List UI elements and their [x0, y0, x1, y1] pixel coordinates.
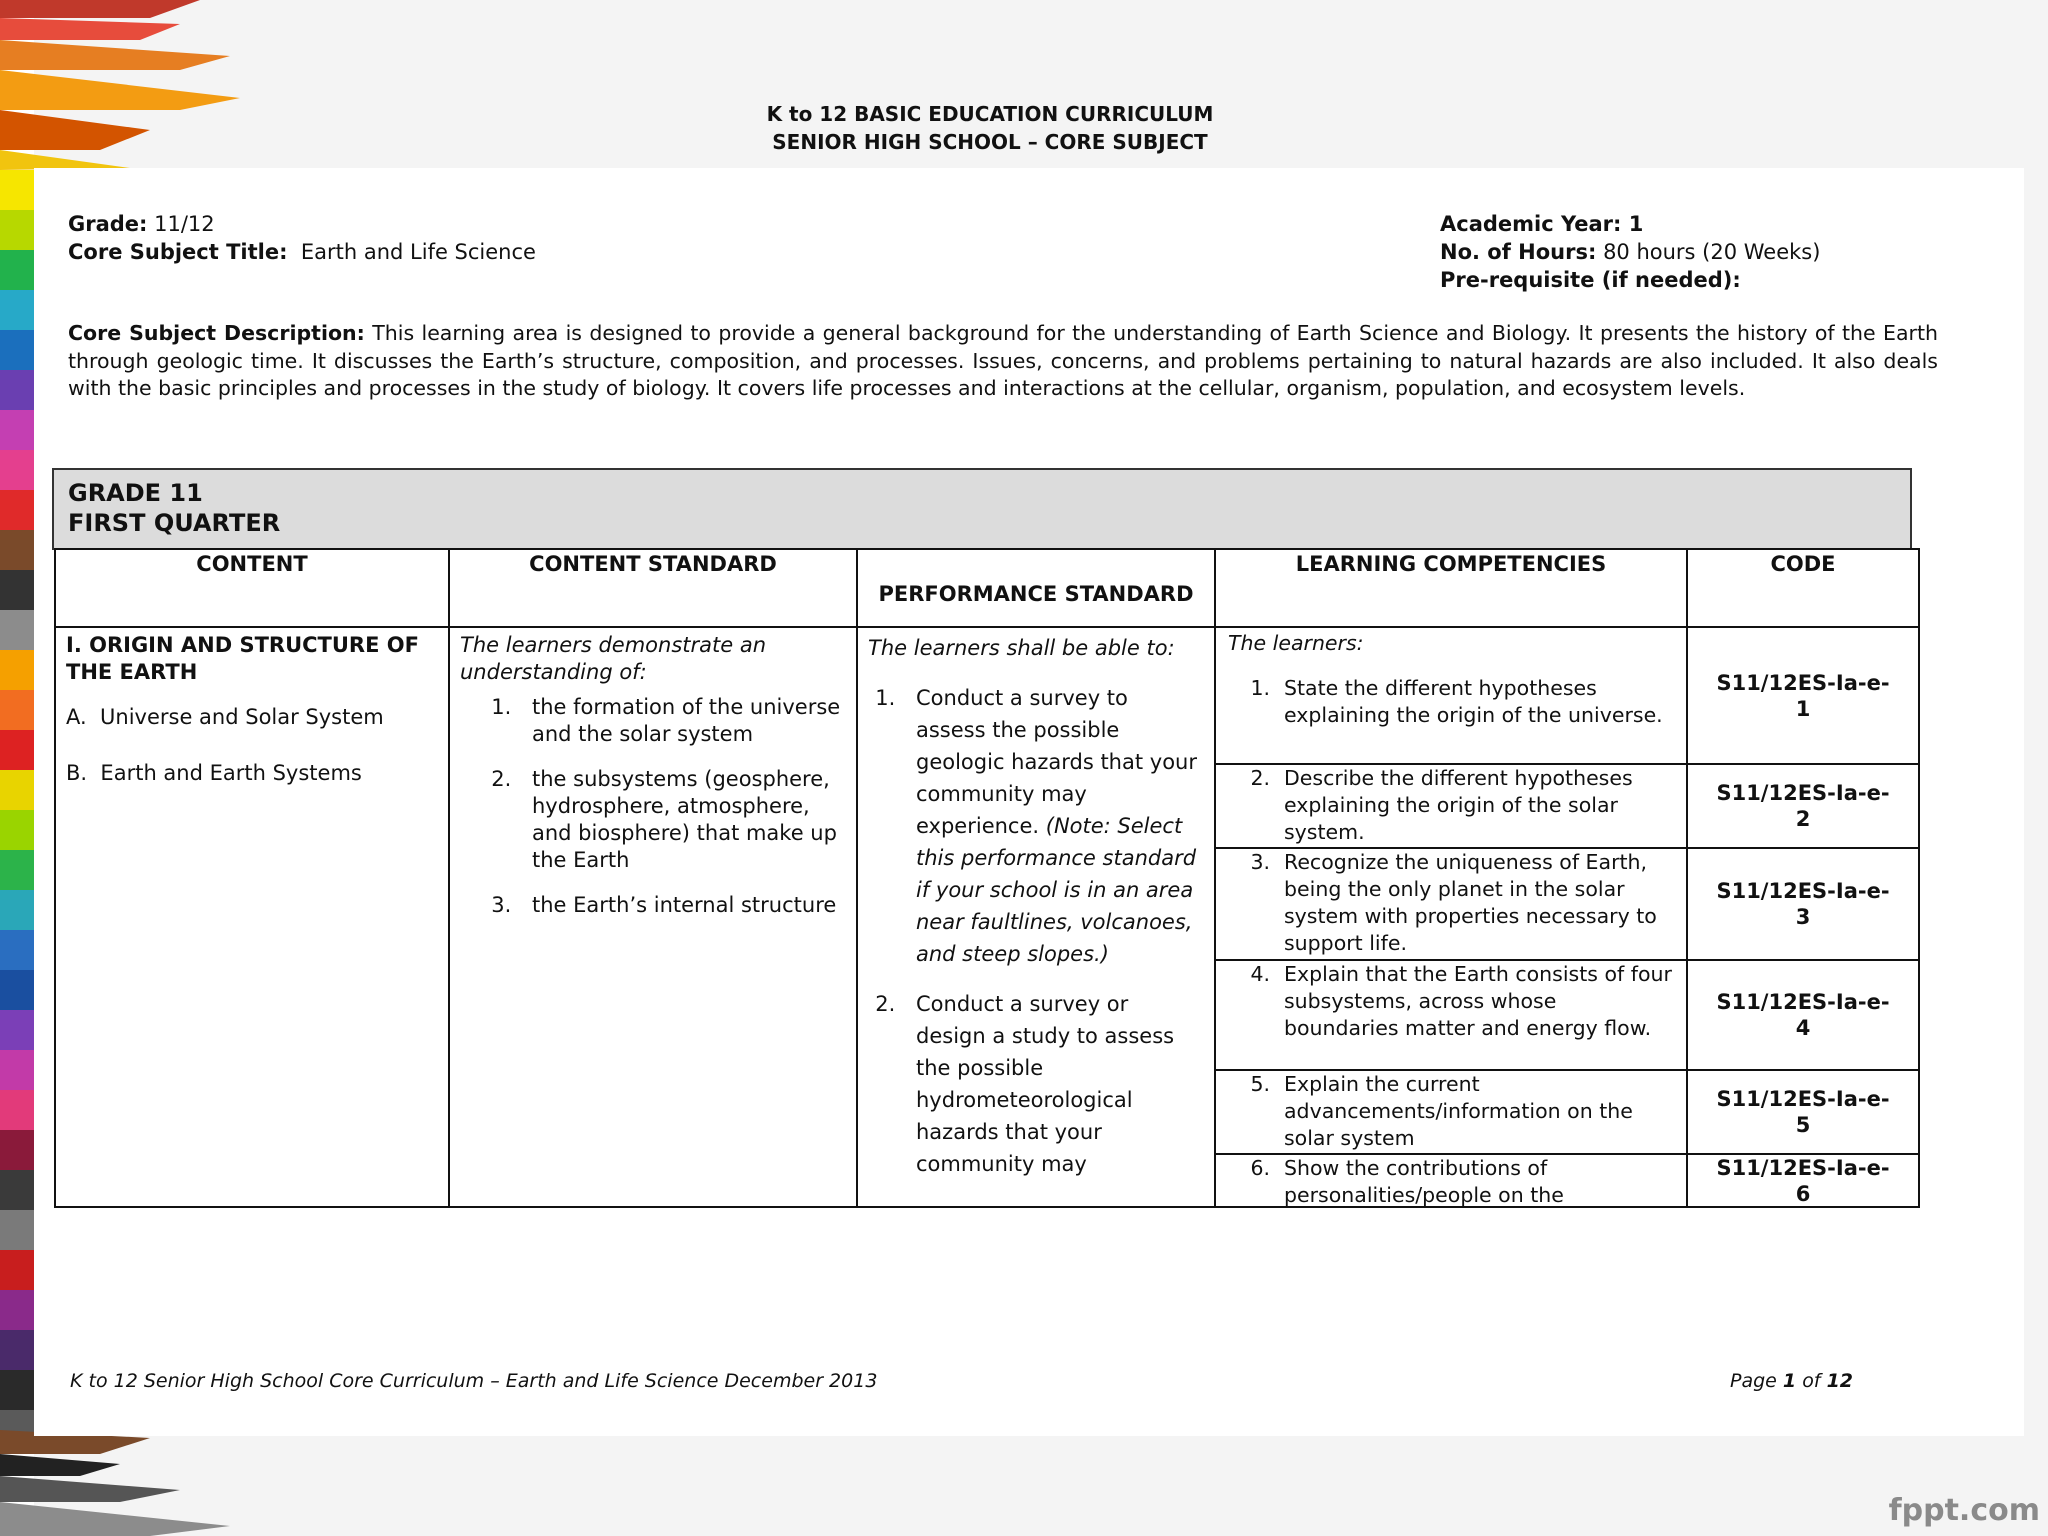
hours-label: No. of Hours: [1440, 240, 1597, 264]
subject-title-label: Core Subject Title: [68, 240, 288, 264]
code-line: S11/12ES-Ia-e- [1716, 670, 1890, 695]
content-item-a: A. Universe and Solar System [66, 705, 384, 729]
competency-text: Describe the different hypotheses explaining the origin of the solar system. [1284, 766, 1633, 844]
brand-watermark: fppt.com [1888, 1493, 2040, 1528]
header-learning-competencies: LEARNING COMPETENCIES [1215, 549, 1687, 627]
table-row [55, 627, 1919, 1207]
code-line: S11/12ES-Ia-e- [1716, 781, 1890, 805]
header-content: CONTENT [55, 549, 449, 627]
code-line: S11/12ES-Ia-e- [1716, 1087, 1890, 1111]
quarter-title: FIRST QUARTER [68, 509, 281, 537]
code-number: 1 [1795, 696, 1811, 721]
code-1 [1688, 628, 1918, 765]
curriculum-table [54, 548, 1920, 1208]
subject-title-value: Earth and Life Science [300, 240, 536, 264]
meta-left [68, 210, 536, 266]
description-text: This learning area is designed to provide a general background for the understanding of Earth Science and Biology. It presents the history of the Earth through geologic time. It discusses the Earth’s structure, composition, and processes. Issues, concerns, and problems pertaining to natural hazards are also included. It also deals with the basic principles and processes in the study of biology. It covers life processes and interactions at the cellular, organism, population, and ecosystem levels. [68, 321, 1938, 400]
competency-text: Explain that the Earth consists of four subsystems, across whose boundaries matter and energy flow. [1284, 962, 1672, 1040]
performance-item-1: Conduct a survey to assess the possible geologic hazards that your community may experience. [916, 686, 1197, 838]
page-of: of [1802, 1370, 1821, 1392]
header-performance-standard: PERFORMANCE STANDARD [857, 549, 1215, 627]
code-number: 2 [1795, 807, 1811, 831]
code-number: 6 [1795, 1181, 1811, 1206]
performance-item-1-note: (Note: Select this performance standard if your school is in an area near faultlines, volcanoes, and steep slopes.) [916, 814, 1197, 966]
header-code: CODE [1687, 549, 1919, 627]
performance-standard-intro: The learners shall be able to: [868, 636, 1175, 660]
code-3 [1688, 849, 1918, 961]
code-line: S11/12ES-Ia-e- [1716, 1155, 1890, 1180]
competency-6 [1216, 1155, 1686, 1206]
performance-standard-list [868, 682, 1204, 1180]
header-line-1: K to 12 BASIC EDUCATION CURRICULUM [766, 102, 1214, 126]
code-cell [1687, 627, 1919, 1207]
content-standard-cell [449, 627, 857, 1207]
competency-number: 6. [1250, 1156, 1270, 1180]
code-number: 3 [1795, 905, 1811, 929]
competency-number: 1. [1250, 676, 1270, 700]
code-5 [1688, 1071, 1918, 1155]
code-4 [1688, 961, 1918, 1071]
header-line-2: SENIOR HIGH SCHOOL – CORE SUBJECT [772, 130, 1208, 154]
content-heading: I. ORIGIN AND STRUCTURE OF THE EARTH [66, 633, 419, 684]
competency-text: Show the contributions of personalities/people on the [1284, 1156, 1564, 1206]
competency-3 [1216, 849, 1686, 961]
page-prefix: Page [1730, 1370, 1777, 1392]
list-item: 2. Conduct a survey or design a study to assess the possible hydrometeorological hazards that your community may [902, 988, 1204, 1180]
grade-value: 11/12 [154, 212, 215, 236]
competency-row [1224, 675, 1676, 729]
grade-title: GRADE 11 [68, 479, 203, 507]
pencil-border-decoration [0, 0, 34, 1536]
code-number: 4 [1795, 1016, 1811, 1040]
table-header-row [55, 549, 1919, 627]
academic-year: Academic Year: 1 [1440, 212, 1644, 236]
list-item: 1. the formation of the universe and the solar system [518, 694, 846, 748]
content-standard-intro: The learners demonstrate an understanding of: [460, 633, 767, 684]
competency-2 [1216, 765, 1686, 849]
meta-right [1440, 210, 1820, 294]
pencil-tips-bottom-icon [0, 1430, 260, 1536]
page-total: 12 [1826, 1370, 1854, 1392]
list-item: 3. the Earth’s internal structure [518, 892, 846, 919]
grade-quarter-banner [52, 468, 1912, 550]
performance-standard-cell [857, 627, 1215, 1207]
competency-number: 2. [1250, 766, 1270, 790]
content-item-b: B. Earth and Earth Systems [66, 761, 362, 785]
colored-pencils-icon [0, 0, 34, 1536]
page-indicator [1730, 1370, 1853, 1392]
content-cell [55, 627, 449, 1207]
subject-description [68, 320, 1938, 403]
header-content-standard: CONTENT STANDARD [449, 549, 857, 627]
competency-text: Recognize the uniqueness of Earth, being the only planet in the solar system with properties necessary to support life. [1284, 850, 1657, 955]
competency-number: 4. [1250, 962, 1270, 986]
footer-citation: K to 12 Senior High School Core Curriculum – Earth and Life Science December 2013 [70, 1370, 878, 1392]
competency-text: State the different hypotheses explaining the origin of the universe. [1284, 676, 1663, 727]
prerequisite-label: Pre-requisite (if needed): [1440, 268, 1741, 292]
code-2 [1688, 765, 1918, 849]
description-label: Core Subject Description: [68, 321, 365, 345]
competency-number: 5. [1250, 1072, 1270, 1096]
competencies-intro: The learners: [1228, 631, 1364, 655]
hours-value: 80 hours (20 Weeks) [1603, 240, 1821, 264]
code-6 [1688, 1155, 1918, 1206]
code-line: S11/12ES-Ia-e- [1716, 990, 1890, 1014]
document-header [0, 100, 2048, 156]
competency-number: 3. [1250, 850, 1270, 874]
competency-4 [1216, 961, 1686, 1071]
code-line: S11/12ES-Ia-e- [1716, 879, 1890, 903]
competency-text: Explain the current advancements/information on the solar system [1284, 1072, 1633, 1150]
list-item [902, 682, 1204, 970]
grade-label: Grade: [68, 212, 148, 236]
competency-5 [1216, 1071, 1686, 1155]
page-number: 1 [1782, 1370, 1797, 1392]
competency-1 [1216, 628, 1686, 765]
content-standard-list [460, 694, 846, 919]
list-item: 2. the subsystems (geosphere, hydrosphere, atmosphere, and biosphere) that make up the Earth [518, 766, 846, 874]
competencies-cell [1215, 627, 1687, 1207]
code-number: 5 [1795, 1113, 1811, 1137]
